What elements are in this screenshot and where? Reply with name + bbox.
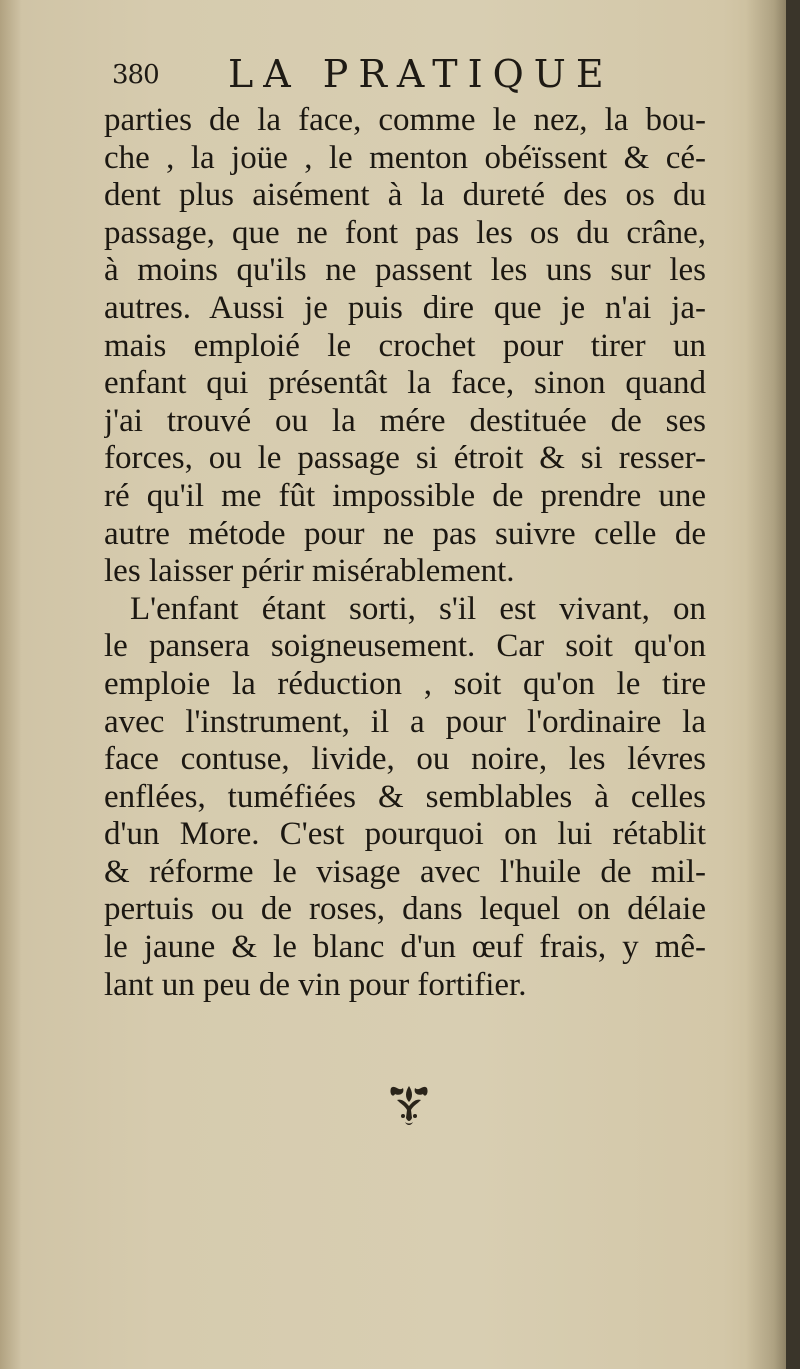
text-line: enflées, tuméfiées & semblables à celles <box>104 778 706 815</box>
text-line: emploie la réduction , soit qu'on le tire <box>104 665 706 702</box>
text-line: mais emploié le crochet pour tirer un <box>104 327 706 364</box>
text-line: che , la joüe , le menton obéïssent & cé- <box>104 139 706 176</box>
text-line: pertuis ou de roses, dans lequel on délaie <box>104 891 706 928</box>
text-line: avec l'instrument, il a pour l'ordinaire la <box>104 703 706 740</box>
text-line: L'enfant étant sorti, s'il est vivant, on <box>130 590 706 627</box>
text-line: enfant qui présentât la face, sinon quand <box>104 365 706 402</box>
fleuron-ornament-icon <box>385 1082 433 1128</box>
text-line: face contuse, livide, ou noire, les lévres <box>104 741 706 778</box>
text-line: parties de la face, comme le nez, la bou- <box>104 102 706 138</box>
text-line: d'un More. C'est pourquoi on lui rétablit <box>104 816 706 853</box>
text-line: autres. Aussi je puis dire que je n'ai ja- <box>104 289 706 326</box>
text-line: passage, que ne font pas les os du crâne, <box>104 214 706 251</box>
text-line: j'ai trouvé ou la mére destituée de ses <box>104 402 706 439</box>
paragraph-1 <box>104 102 706 591</box>
text-line: à moins qu'ils ne passent les uns sur les <box>104 252 706 289</box>
text-line: dent plus aisément à la dureté des os du <box>104 177 706 214</box>
gutter-shadow <box>746 0 786 1369</box>
text-line: & réforme le visage avec l'huile de mil- <box>104 853 706 890</box>
text-line: les laisser périr misérablement. <box>104 553 515 590</box>
text-line: lant un peu de vin pour fortifier. <box>104 966 527 1003</box>
text-line: autre métode pour ne pas suivre celle de <box>104 515 706 552</box>
text-line: forces, ou le passage si étroit & si resser- <box>104 440 706 477</box>
body-text <box>104 102 706 1004</box>
paragraph-2 <box>104 591 706 1005</box>
running-head <box>112 52 712 102</box>
text-line: ré qu'il me fût impossible de prendre une <box>104 477 706 514</box>
page-number: 380 <box>112 60 159 90</box>
text-line: le jaune & le blanc d'un œuf frais, y mê- <box>104 929 706 966</box>
text-line: le pansera soigneusement. Car soit qu'on <box>104 628 706 665</box>
running-title: LA PRATIQUE <box>228 52 614 96</box>
page-edge-shadow <box>0 0 22 1369</box>
